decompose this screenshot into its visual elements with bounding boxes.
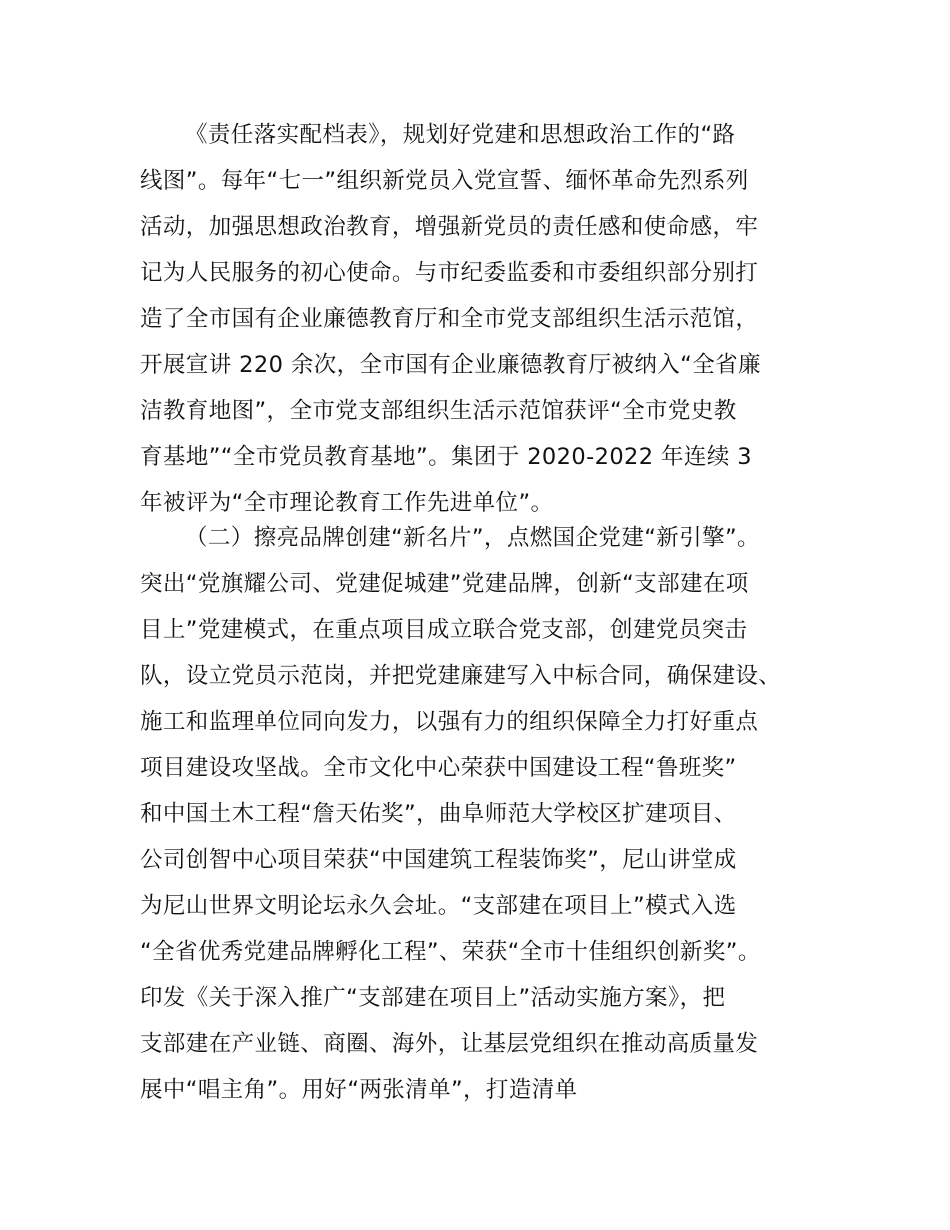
paragraph-1 — [140, 112, 830, 526]
paragraph-line: 记为人民服务的初心使命。与市纪委监委和市委组织部分别打 — [140, 260, 759, 286]
paragraph-line: “全省优秀党建品牌孵化工程”、荣获“全市十佳组织创新奖”。 — [140, 939, 761, 965]
paragraph-line: 队，设立党员示范岗，并把党建廉建写入中标合同，确保建设、 — [140, 663, 782, 689]
paragraph-line: 展中“唱主角”。用好“两张清单”，打造清单 — [140, 1077, 578, 1103]
paragraph-line: 为尼山世界文明论坛永久会址。“支部建在项目上”模式入选 — [140, 893, 737, 919]
paragraph-line: 项目建设攻坚战。全市文化中心荣获中国建设工程“鲁班奖” — [140, 755, 737, 781]
paragraph-line: 和中国土木工程“詹天佑奖”，曲阜师范大学校区扩建项目、 — [140, 801, 737, 827]
paragraph-line: 目上”党建模式，在重点项目成立联合党支部，创建党员突击 — [140, 617, 748, 643]
paragraph-line: 年被评为“全市理论教育工作先进单位”。 — [140, 490, 554, 516]
paragraph-line: 育基地”“全市党员教育基地”。集团于 2020-2022 年连续 3 — [140, 444, 752, 470]
paragraph-line: 支部建在产业链、商圈、海外，让基层党组织在推动高质量发 — [140, 1031, 759, 1057]
paragraph-line: 洁教育地图”，全市党支部组织生活示范馆获评“全市党史教 — [140, 398, 737, 424]
paragraph-line: 《责任落实配档表》，规划好党建和思想政治工作的“路 — [185, 122, 736, 148]
paragraph-line: 开展宣讲 220 余次，全市国有企业廉德教育厅被纳入“全省廉 — [140, 352, 761, 378]
section-heading-line: （二）擦亮品牌创建“新名片”，点燃国企党建“新引擎”。 — [185, 525, 760, 551]
paragraph-line: 施工和监理单位同向发力，以强有力的组织保障全力打好重点 — [140, 709, 759, 735]
paragraph-line: 线图”。每年“七一”组织新党员入党宣誓、缅怀革命先烈系列 — [140, 168, 749, 194]
paragraph-line: 活动，加强思想政治教育，增强新党员的责任感和使命感，牢 — [140, 214, 759, 240]
paragraph-line: 印发《关于深入推广“支部建在项目上”活动实施方案》，把 — [140, 985, 726, 1011]
paragraph-line: 造了全市国有企业廉德教育厅和全市党支部组织生活示范馆， — [140, 306, 759, 332]
paragraph-line: 突出“党旗耀公司、党建促城建”党建品牌，创新“支部建在项 — [140, 571, 749, 597]
paragraph-line: 公司创智中心项目荣获“中国建筑工程装饰奖”，尼山讲堂成 — [140, 847, 737, 873]
paragraph-2 — [140, 515, 830, 1113]
